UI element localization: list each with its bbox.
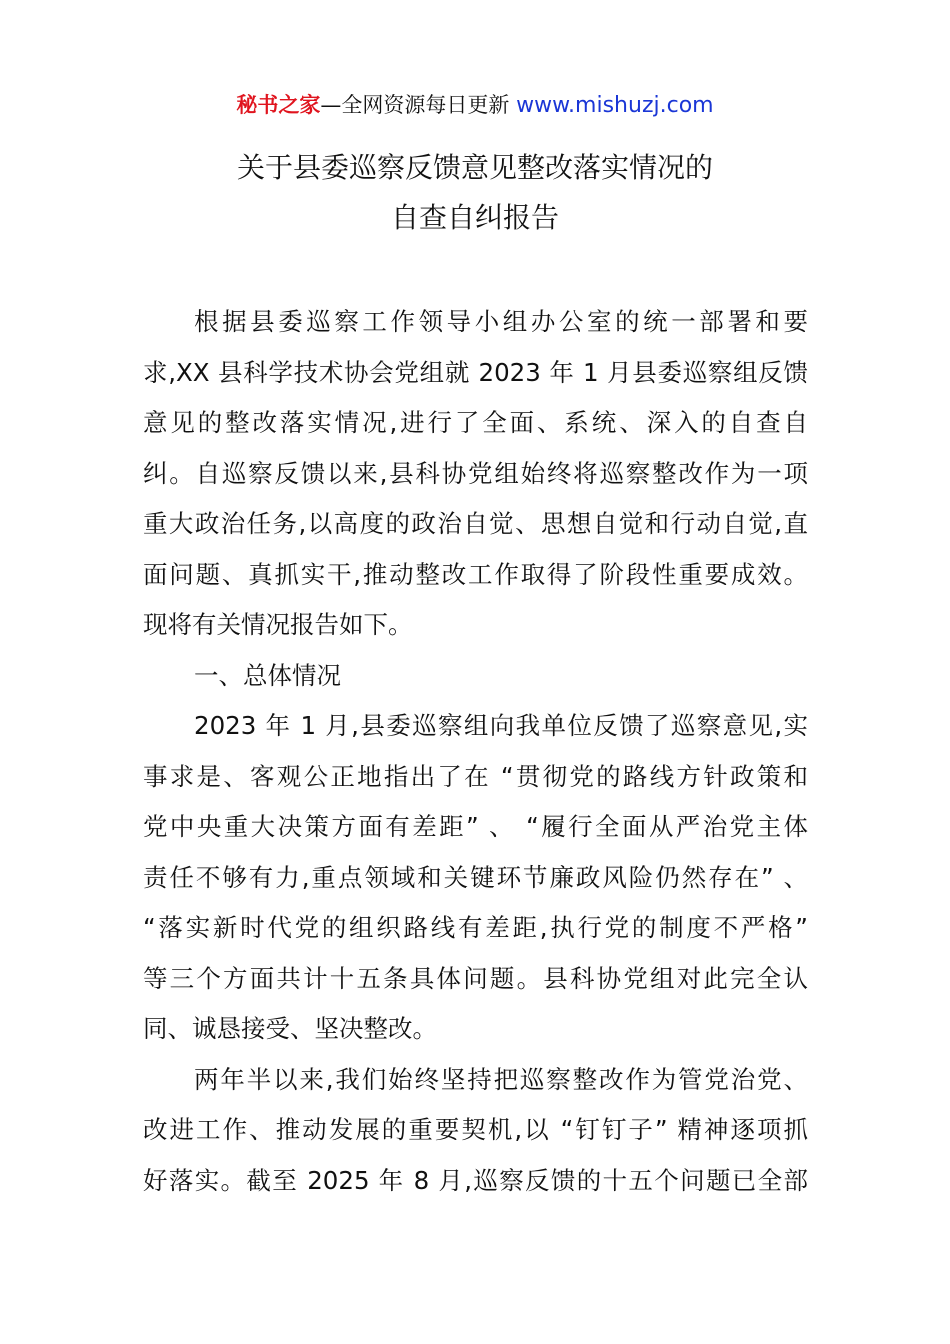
document-title-line-1: 关于县委巡察反馈意见整改落实情况的 <box>236 151 713 184</box>
body-line: 两年半以来,我们始终坚持把巡察整改作为管党治党、 <box>194 1064 808 1094</box>
body-line: 事求是、客观公正地指出了在 “贯彻党的路线方针政策和 <box>143 761 808 791</box>
site-header <box>0 88 950 123</box>
body-line: 现将有关情况报告如下。 <box>143 610 413 639</box>
body-line: “落实新时代党的组织路线有差距,执行党的制度不严格” <box>143 913 808 942</box>
site-url-link[interactable]: www.mishuzj.com <box>516 93 714 118</box>
body-line: 等三个方面共计十五条具体问题。县科协党组对此完全认 <box>143 963 808 993</box>
body-line: 好落实。截至 2025 年 8 月,巡察反馈的十五个问题已全部 <box>143 1165 808 1195</box>
body-line: 同、诚恳接受、坚决整改。 <box>143 1014 437 1043</box>
document-title-line-2: 自查自纠报告 <box>390 201 559 234</box>
body-line: 责任不够有力,重点领域和关键环节廉政风险仍然存在” 、 <box>143 862 808 892</box>
body-line: 面问题、真抓实干,推动整改工作取得了阶段性重要成效。 <box>143 559 808 589</box>
body-line: 意见的整改落实情况,进行了全面、系统、深入的自查自 <box>143 408 808 437</box>
brand-name: 秘书之家 <box>236 93 321 117</box>
body-line: 改进工作、推动发展的重要契机,以 “钉钉子” 精神逐项抓 <box>143 1115 808 1144</box>
body-line: 纠。自巡察反馈以来,县科协党组始终将巡察整改作为一项 <box>143 458 808 488</box>
document-body <box>143 297 808 1206</box>
body-line: 党中央重大决策方面有差距” 、 “履行全面从严治党主体 <box>143 812 808 841</box>
body-line: 根据县委巡察工作领导小组办公室的统一部署和要 <box>194 307 808 336</box>
body-line: 求,XX 县科学技术协会党组就 2023 年 1 月县委巡察组反馈 <box>143 357 808 387</box>
body-line: 重大政治任务,以高度的政治自觉、思想自觉和行动自觉,直 <box>143 509 808 538</box>
body-line: 2023 年 1 月,县委巡察组向我单位反馈了巡察意见,实 <box>194 711 808 740</box>
section-heading: 一、总体情况 <box>194 660 341 690</box>
header-tagline: —全网资源每日更新 <box>320 93 510 117</box>
